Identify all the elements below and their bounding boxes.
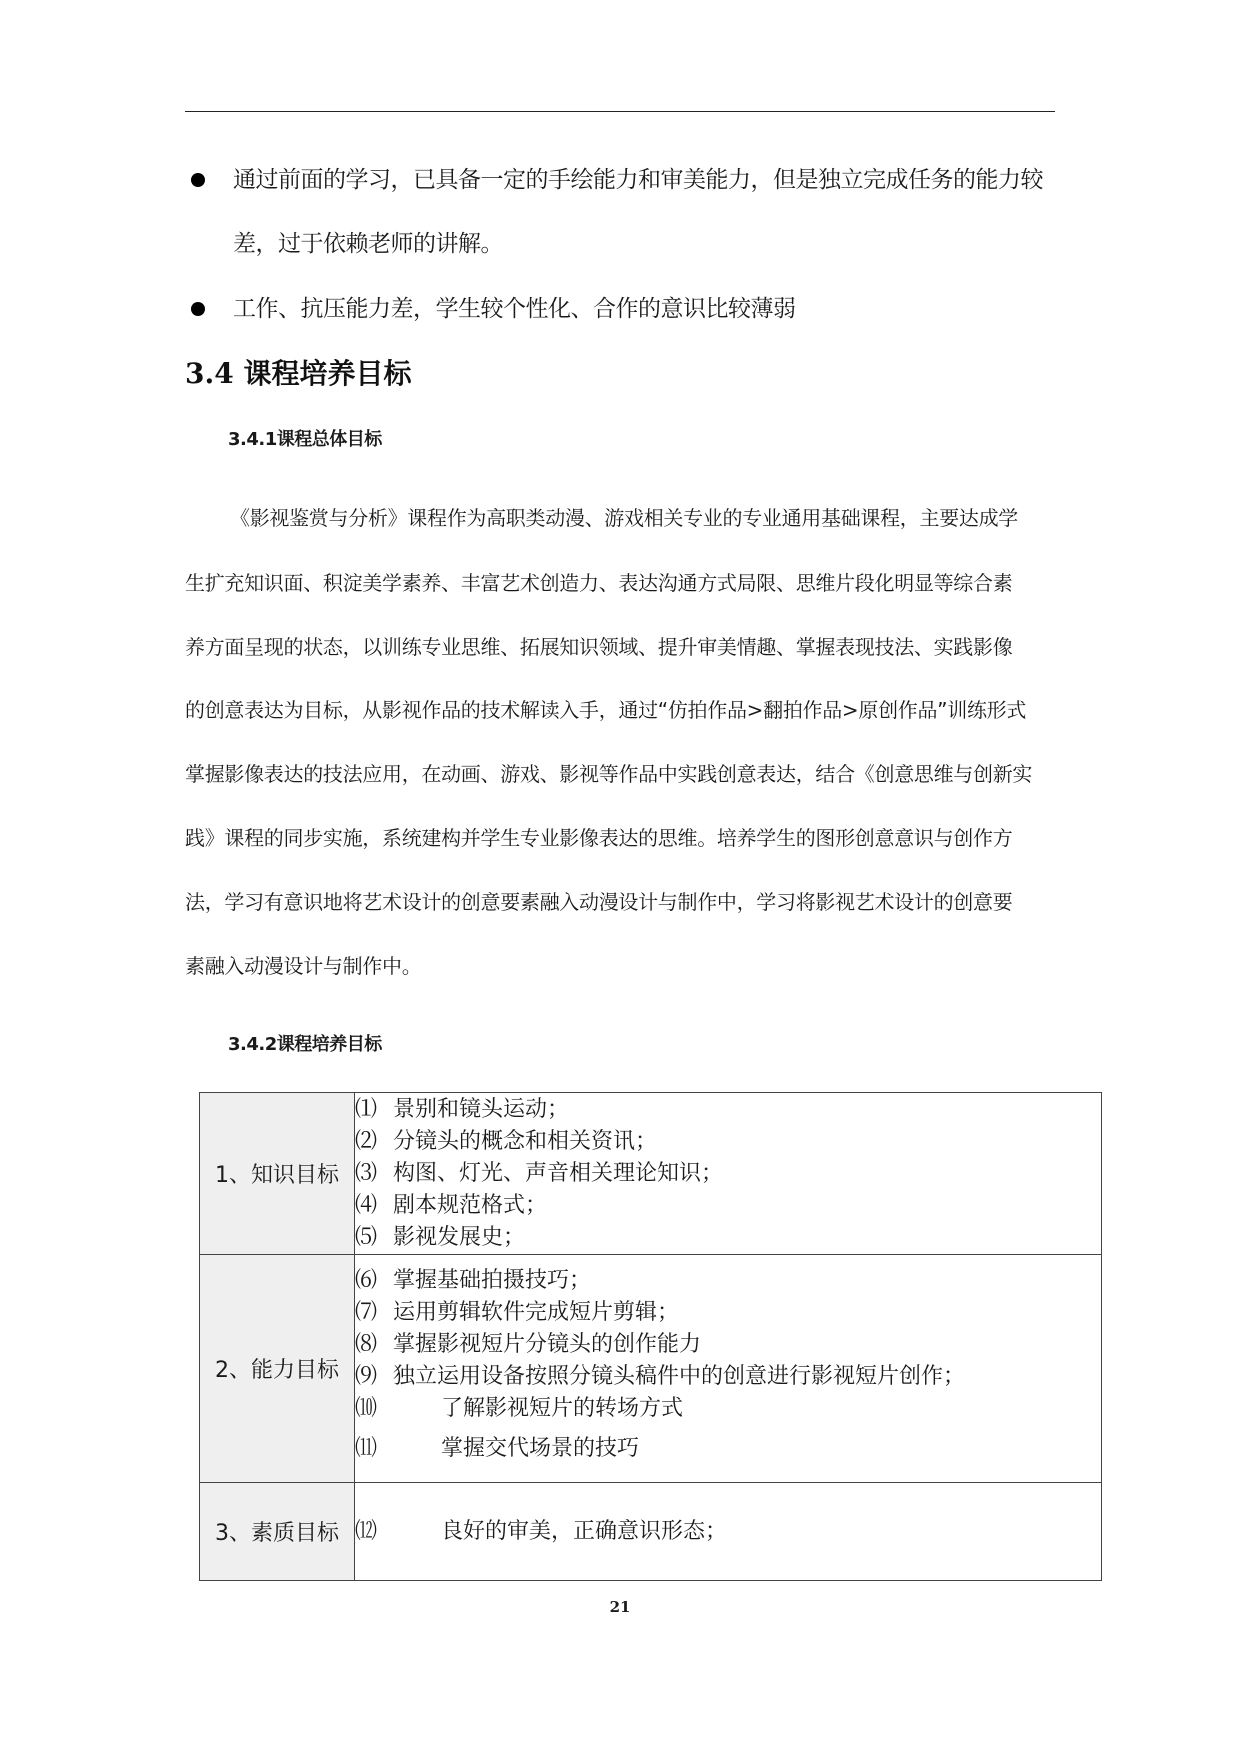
goal-number: ⑺ — [355, 1299, 378, 1325]
items-cell — [355, 1483, 1102, 1581]
goal-text: 分镜头的概念和相关资讯； — [393, 1128, 658, 1154]
category-cell: 1、知识目标 — [200, 1093, 355, 1255]
page-number: 21 — [609, 1598, 631, 1616]
bullet-text-line: 工作、抗压能力差，学生较个性化、合作的意识比较薄弱 — [233, 296, 796, 322]
goal-item — [355, 1265, 1101, 1297]
goal-text: 掌握影视短片分镜头的创作能力 — [393, 1331, 702, 1357]
goal-number: ⑹ — [355, 1267, 378, 1293]
paragraph-line: 掌握影像表达的技法应用，在动画、游戏、影视等作品中实践创意表达，结合《创意思维与创新实 — [185, 762, 1033, 786]
goal-item — [355, 1393, 1101, 1425]
goal-item — [355, 1297, 1101, 1329]
goal-number: ⑻ — [355, 1331, 378, 1357]
bullet-dot-icon — [191, 173, 205, 187]
subsection-heading-goals: 3.4.2课程培养目标 — [228, 1034, 382, 1055]
goal-text: 独立运用设备按照分镜头稿件中的创意进行影视短片创作； — [393, 1363, 966, 1389]
goal-number: ⑾ — [355, 1435, 378, 1461]
bullet-text-line: 通过前面的学习，已具备一定的手绘能力和审美能力，但是独立完成任务的能力较 — [233, 167, 1043, 193]
goal-text: 运用剪辑软件完成短片剪辑； — [393, 1299, 680, 1325]
goal-number: ⑼ — [355, 1363, 378, 1389]
goal-item — [355, 1126, 1101, 1158]
paragraph-line: 养方面呈现的状态，以训练专业思维、拓展知识领域、提升审美情趣、掌握表现技法、实践影像 — [185, 635, 1013, 659]
subsection-heading-overall: 3.4.1课程总体目标 — [228, 429, 382, 450]
goal-text: 良好的审美，正确意识形态； — [441, 1518, 728, 1544]
paragraph-line: 的创意表达为目标，从影视作品的技术解读入手，通过“仿拍作品>翻拍作品>原创作品”训练形式 — [185, 698, 1027, 722]
items-cell — [355, 1093, 1102, 1255]
goal-text: 掌握交代场景的技巧 — [441, 1435, 640, 1461]
goal-item — [355, 1329, 1101, 1361]
goal-item — [355, 1425, 1101, 1473]
goal-item — [355, 1361, 1101, 1393]
items-cell — [355, 1255, 1102, 1483]
goal-item — [355, 1190, 1101, 1222]
header-rule — [185, 111, 1055, 112]
goal-text: 剧本规范格式； — [393, 1192, 548, 1218]
bullet-dot-icon — [191, 302, 205, 316]
category-cell: 2、能力目标 — [200, 1255, 355, 1483]
goal-number: ⑽ — [355, 1395, 378, 1421]
section-heading: 3.4 课程培养目标 — [185, 357, 412, 390]
goal-number: ⑴ — [355, 1096, 378, 1122]
table-row-knowledge — [200, 1093, 1102, 1255]
goal-number: ⑷ — [355, 1192, 378, 1218]
paragraph-line: 素融入动漫设计与制作中。 — [185, 954, 422, 978]
bullet-text-line: 差，过于依赖老师的讲解。 — [233, 231, 503, 257]
table-row-quality — [200, 1483, 1102, 1581]
paragraph-line: 法，学习有意识地将艺术设计的创意要素融入动漫设计与制作中，学习将影视艺术设计的创意要 — [185, 890, 1013, 914]
category-cell: 3、素质目标 — [200, 1483, 355, 1581]
goal-number: ⑸ — [355, 1224, 378, 1250]
paragraph-line: 践》课程的同步实施，系统建构并学生专业影像表达的思维。培养学生的图形创意意识与创作方 — [185, 826, 1013, 850]
goal-number: ⑵ — [355, 1128, 378, 1154]
goal-text: 景别和镜头运动； — [393, 1096, 570, 1122]
goal-item — [355, 1094, 1101, 1126]
table-row-ability — [200, 1255, 1102, 1483]
goals-table — [199, 1092, 1102, 1581]
goal-item — [355, 1222, 1101, 1254]
paragraph-line: 《影视鉴赏与分析》课程作为高职类动漫、游戏相关专业的专业通用基础课程，主要达成学 — [230, 506, 1018, 530]
goal-item — [355, 1158, 1101, 1190]
goal-number: ⑿ — [355, 1518, 378, 1544]
paragraph-line: 生扩充知识面、积淀美学素养、丰富艺术创造力、表达沟通方式局限、思维片段化明显等综合素 — [185, 571, 1013, 595]
goal-text: 了解影视短片的转场方式 — [441, 1395, 684, 1421]
goal-number: ⑶ — [355, 1160, 378, 1186]
goal-item — [355, 1516, 1101, 1548]
goal-text: 影视发展史； — [393, 1224, 526, 1250]
goal-text: 构图、灯光、声音相关理论知识； — [393, 1160, 724, 1186]
goal-text: 掌握基础拍摄技巧； — [393, 1267, 592, 1293]
